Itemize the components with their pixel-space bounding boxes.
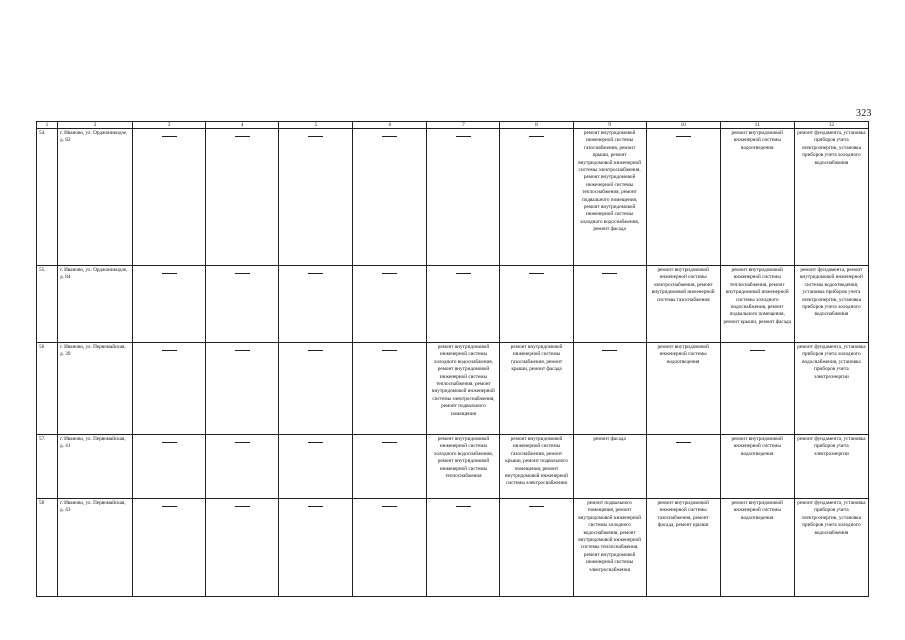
dash-mark bbox=[235, 350, 250, 358]
empty-cell bbox=[279, 129, 353, 266]
empty-cell bbox=[427, 129, 500, 266]
work-list-cell: ремонт внутридомовой инженерной системы теплоснабжения, ремонт внутридомовой инженерной системы холодного водоснабжения, ремонт подвального помещения, ремонт крыши, ремонт фасада bbox=[720, 266, 794, 343]
work-list-cell: ремонт внутридомовой инженерной системы газоснабжения, ремонт крыши, ремонт внутридомовой инженерной системы электроснабжения, ремонт внутридомовой инженерной системы теплоснабжения, ремонт подвального помещения, ремонт внутридомовой инженерной системы холодного водоснабжения, ремонт фасада bbox=[573, 129, 646, 266]
dash-mark bbox=[750, 350, 765, 358]
empty-cell bbox=[279, 435, 353, 499]
address-cell: г. Иваново, ул. Первомайская, д. 43 bbox=[58, 499, 133, 597]
table-row bbox=[37, 499, 869, 597]
empty-cell bbox=[133, 499, 206, 597]
dash-mark bbox=[382, 350, 397, 358]
address-cell: г. Иваново, ул. Первомайская, д. 39 bbox=[58, 343, 133, 435]
empty-cell bbox=[206, 129, 279, 266]
dash-mark bbox=[308, 350, 323, 358]
dash-mark bbox=[382, 506, 397, 514]
column-number: 5 bbox=[279, 122, 353, 129]
table-row bbox=[37, 129, 869, 266]
table-body bbox=[37, 129, 869, 597]
empty-cell bbox=[133, 129, 206, 266]
address-cell: г. Иваново, ул. Орджоникидзе, д. 84 bbox=[58, 266, 133, 343]
dash-mark bbox=[529, 136, 544, 144]
empty-cell bbox=[206, 343, 279, 435]
empty-cell bbox=[500, 129, 573, 266]
empty-cell bbox=[133, 343, 206, 435]
empty-cell bbox=[427, 499, 500, 597]
work-list-cell: ремонт внутридомовой инженерной системы водоотведения bbox=[646, 343, 720, 435]
dash-mark bbox=[529, 273, 544, 281]
dash-mark bbox=[456, 273, 471, 281]
work-list-cell: ремонт внутридомовой инженерной системы газоснабжения, ремонт фасада, ремонт крыши bbox=[646, 499, 720, 597]
dash-mark bbox=[162, 442, 177, 450]
dash-mark bbox=[529, 506, 544, 514]
empty-cell bbox=[279, 266, 353, 343]
column-number: 8 bbox=[500, 122, 573, 129]
empty-cell bbox=[353, 499, 427, 597]
row-number: 57. bbox=[37, 435, 58, 499]
dash-mark bbox=[382, 442, 397, 450]
dash-mark bbox=[456, 506, 471, 514]
page-number: 323 bbox=[856, 108, 872, 119]
address-cell: г. Иваново, ул. Первомайская, д. 41 bbox=[58, 435, 133, 499]
work-list-cell: ремонт внутридомовой инженерной системы холодного водоснабжения, ремонт внутридомовой инженерной системы теплоснабжения bbox=[427, 435, 500, 499]
column-number: 9 bbox=[573, 122, 646, 129]
dash-mark bbox=[676, 442, 691, 450]
work-list-cell: ремонт подвального помещения, ремонт внутридомовой инженерной системы холодного водоснабжения, ремонт внутридомовой инженерной системы теплоснабжения, ремонт внутридомовой инженерной системы электроснабжения bbox=[573, 499, 646, 597]
empty-cell bbox=[206, 266, 279, 343]
dash-mark bbox=[308, 136, 323, 144]
empty-cell bbox=[353, 435, 427, 499]
work-list-cell: ремонт фундамента, установка приборов учета холодного водоснабжения, установка приборов учета электроэнергии bbox=[794, 343, 868, 435]
empty-cell bbox=[646, 129, 720, 266]
empty-cell bbox=[279, 343, 353, 435]
work-list-cell: ремонт внутридомовой инженерной системы водоотведения bbox=[720, 435, 794, 499]
address-cell: г. Иваново, ул. Орджоникидзе, д. 82 bbox=[58, 129, 133, 266]
column-number: 4 bbox=[206, 122, 279, 129]
empty-cell bbox=[427, 266, 500, 343]
empty-cell bbox=[133, 435, 206, 499]
work-list-cell: ремонт внутридомовой инженерной системы газоснабжения, ремонт крыши, ремонт подвального помещения, ремонт внутридомовой инженерной системы электроснабжения bbox=[500, 435, 573, 499]
dash-mark bbox=[676, 136, 691, 144]
column-number: 7 bbox=[427, 122, 500, 129]
column-number-row bbox=[37, 122, 869, 129]
dash-mark bbox=[162, 506, 177, 514]
dash-mark bbox=[308, 273, 323, 281]
column-number: 6 bbox=[353, 122, 427, 129]
dash-mark bbox=[602, 273, 617, 281]
column-number: 1 bbox=[37, 122, 58, 129]
table-row bbox=[37, 266, 869, 343]
work-list-cell: ремонт внутридомовой инженерной системы водоотведения bbox=[720, 129, 794, 266]
work-list-cell: ремонт внутридомовой инженерной системы газоснабжения, ремонт крыши, ремонт фасада bbox=[500, 343, 573, 435]
empty-cell bbox=[500, 266, 573, 343]
dash-mark bbox=[235, 136, 250, 144]
column-number: 10 bbox=[646, 122, 720, 129]
empty-cell bbox=[279, 499, 353, 597]
dash-mark bbox=[382, 136, 397, 144]
dash-mark bbox=[162, 136, 177, 144]
table-row bbox=[37, 435, 869, 499]
row-number: 54. bbox=[37, 129, 58, 266]
dash-mark bbox=[235, 273, 250, 281]
row-number: 58 bbox=[37, 499, 58, 597]
table-row bbox=[37, 343, 869, 435]
empty-cell bbox=[720, 343, 794, 435]
column-number: 11 bbox=[720, 122, 794, 129]
empty-cell bbox=[573, 266, 646, 343]
dash-mark bbox=[235, 442, 250, 450]
work-list-cell: ремонт внутридомовой инженерной системы холодного водоснабжения, ремонт внутридомовой инженерной системы теплоснабжения, ремонт внутридомовой инженерной системы электроснабжения, ремонт подвального помещения bbox=[427, 343, 500, 435]
empty-cell bbox=[573, 343, 646, 435]
dash-mark bbox=[602, 350, 617, 358]
work-list-cell: ремонт фундамента, установка приборов учета электроэнергии bbox=[794, 435, 868, 499]
row-number: 56 bbox=[37, 343, 58, 435]
column-number: 2 bbox=[58, 122, 133, 129]
empty-cell bbox=[353, 343, 427, 435]
row-number: 55. bbox=[37, 266, 58, 343]
work-list-cell: ремонт фундамента, установка приборов учета электроэнергии, установка приборов учета холодного водоснабжения bbox=[794, 129, 868, 266]
work-list-cell: ремонт фундамента, установка приборов учета электроэнергии, установка приборов учета холодного водоснабжения bbox=[794, 499, 868, 597]
dash-mark bbox=[308, 506, 323, 514]
empty-cell bbox=[353, 266, 427, 343]
dash-mark bbox=[235, 506, 250, 514]
work-list-cell: ремонт внутридомовой инженерной системы электроснабжения, ремонт внутридомовой инженерной системы газоснабжения bbox=[646, 266, 720, 343]
dash-mark bbox=[308, 442, 323, 450]
work-list-cell: ремонт фундамента, ремонт внутридомовой инженерной системы водоотведения, установка приборов учета электроэнергии, установка приборов учета холодного водоснабжения bbox=[794, 266, 868, 343]
dash-mark bbox=[382, 273, 397, 281]
column-number: 12 bbox=[794, 122, 868, 129]
repair-schedule-table bbox=[36, 121, 869, 597]
work-list-cell: ремонт внутридомовой инженерной системы водоотведения bbox=[720, 499, 794, 597]
work-list-cell: ремонт фасада bbox=[573, 435, 646, 499]
dash-mark bbox=[162, 273, 177, 281]
empty-cell bbox=[206, 499, 279, 597]
empty-cell bbox=[133, 266, 206, 343]
dash-mark bbox=[162, 350, 177, 358]
dash-mark bbox=[456, 136, 471, 144]
empty-cell bbox=[206, 435, 279, 499]
column-number: 3 bbox=[133, 122, 206, 129]
empty-cell bbox=[500, 499, 573, 597]
empty-cell bbox=[353, 129, 427, 266]
empty-cell bbox=[646, 435, 720, 499]
